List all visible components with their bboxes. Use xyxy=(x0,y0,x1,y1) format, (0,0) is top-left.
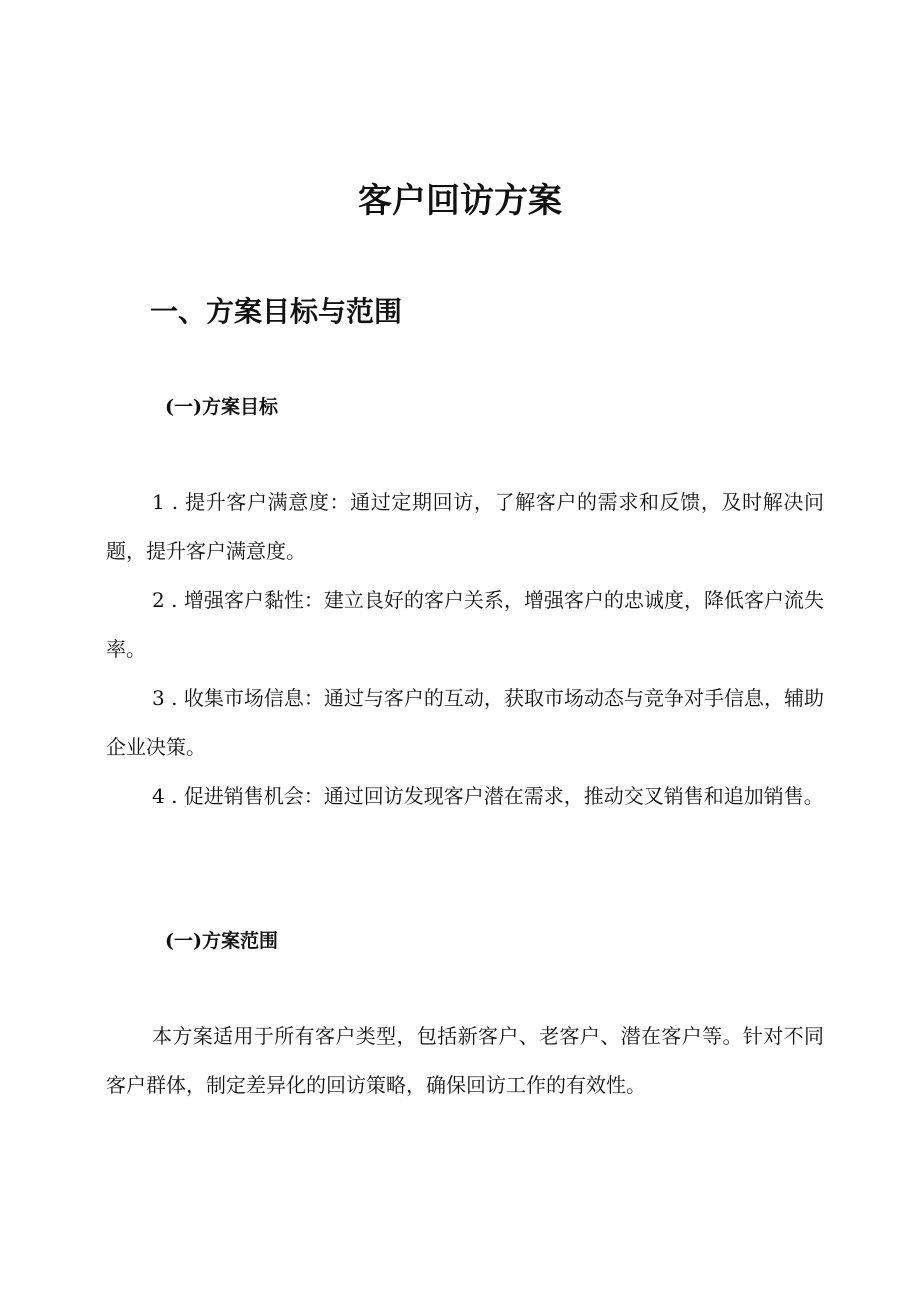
document-title: 客户回访方案 xyxy=(358,181,562,221)
goal-item-2: 2 . 增强客户黏性：建立良好的客户关系，增强客户的忠诚度，降低客户流失率。 xyxy=(106,588,824,661)
goal-item-1: 1 . 提升客户满意度：通过定期回访，了解客户的需求和反馈，及时解决问题，提升客户满意度。 xyxy=(106,490,824,563)
section-heading-goals-scope: 一、方案目标与范围 xyxy=(150,295,403,328)
goal-item-3: 3 . 收集市场信息：通过与客户的互动，获取市场动态与竞争对手信息，辅助企业决策。 xyxy=(106,686,824,759)
subsection-heading-scope: (一)方案范围 xyxy=(165,930,278,952)
subsection-heading-goals: (一)方案目标 xyxy=(165,396,278,418)
goal-item-4: 4 . 促进销售机会：通过回访发现客户潜在需求，推动交叉销售和追加销售。 xyxy=(152,784,824,808)
scope-paragraph: 本方案适用于所有客户类型，包括新客户、老客户、潜在客户等。针对不同客户群体，制定差异化的回访策略，确保回访工作的有效性。 xyxy=(106,1024,824,1097)
